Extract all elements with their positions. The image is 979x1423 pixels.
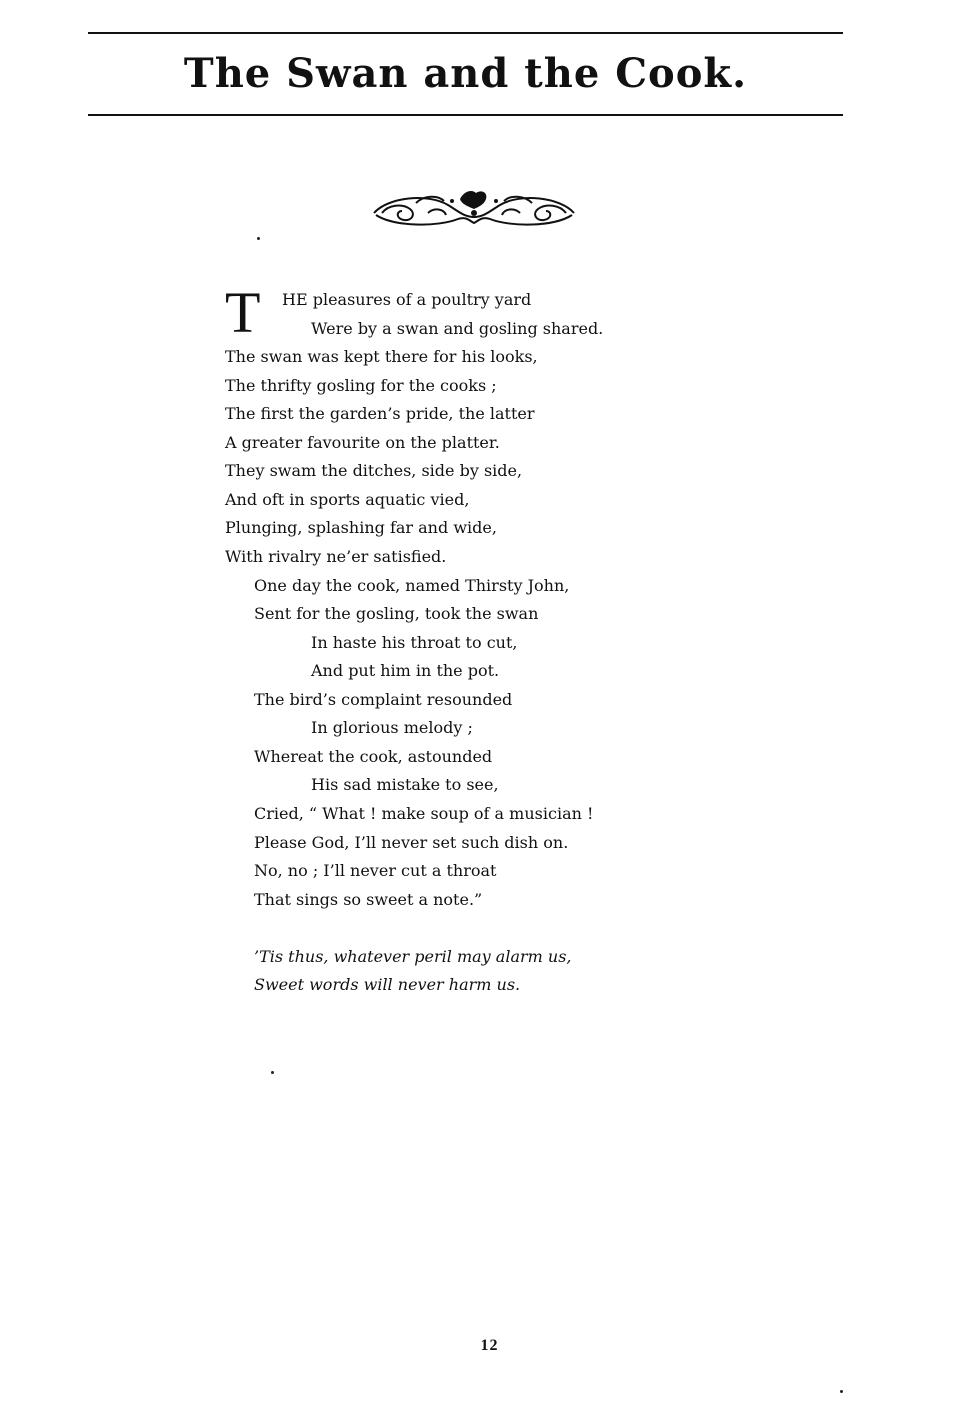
poem-line: Plunging, splashing far and wide, [225, 518, 497, 537]
poem-line: Please God, I’ll never set such dish on. [254, 833, 569, 852]
print-speck [257, 237, 260, 240]
poem-line: Cried, “ What ! make soup of a musician ! [254, 804, 594, 823]
page-title: The Swan and the Cook. [183, 50, 748, 97]
poem-line: With rivalry ne’er satisfied. [225, 547, 447, 566]
top-rule [88, 32, 843, 34]
print-speck [840, 1390, 843, 1393]
poem-line: Sent for the gosling, took the swan [254, 604, 539, 623]
moral-line: ’Tis thus, whatever peril may alarm us, [254, 947, 572, 966]
poem-line: One day the cook, named Thirsty John, [254, 576, 570, 595]
title-bottom-rule [88, 114, 843, 116]
poem-line: A greater favourite on the platter. [225, 433, 500, 452]
poem-line: That sings so sweet a note.” [254, 890, 483, 909]
poem-line: The thrifty gosling for the cooks ; [225, 376, 497, 395]
poem-line: They swam the ditches, side by side, [225, 461, 523, 480]
poem-line: Were by a swan and gosling shared. [311, 319, 604, 338]
poem-line: In glorious melody ; [311, 718, 473, 737]
poem-line: No, no ; I’ll never cut a throat [254, 861, 497, 880]
poem-line: And put him in the pot. [311, 661, 500, 680]
moral-line: Sweet words will never harm us. [254, 975, 521, 994]
poem-line: In haste his throat to cut, [311, 633, 518, 652]
poem-line: And oft in sports aquatic vied, [225, 490, 470, 509]
drop-cap: T [225, 280, 261, 345]
poem-line: Whereat the cook, astounded [254, 747, 493, 766]
scroll-ornament-icon [368, 183, 580, 231]
poem-line: The first the garden’s pride, the latter [225, 404, 535, 423]
poem-line: The bird’s complaint resounded [254, 690, 513, 709]
poem-line: HE pleasures of a poultry yard [282, 290, 532, 309]
page-number: 12 [480, 1337, 499, 1354]
print-speck [271, 1071, 274, 1074]
poem-line: The swan was kept there for his looks, [225, 347, 538, 366]
poem-line: His sad mistake to see, [311, 775, 499, 794]
